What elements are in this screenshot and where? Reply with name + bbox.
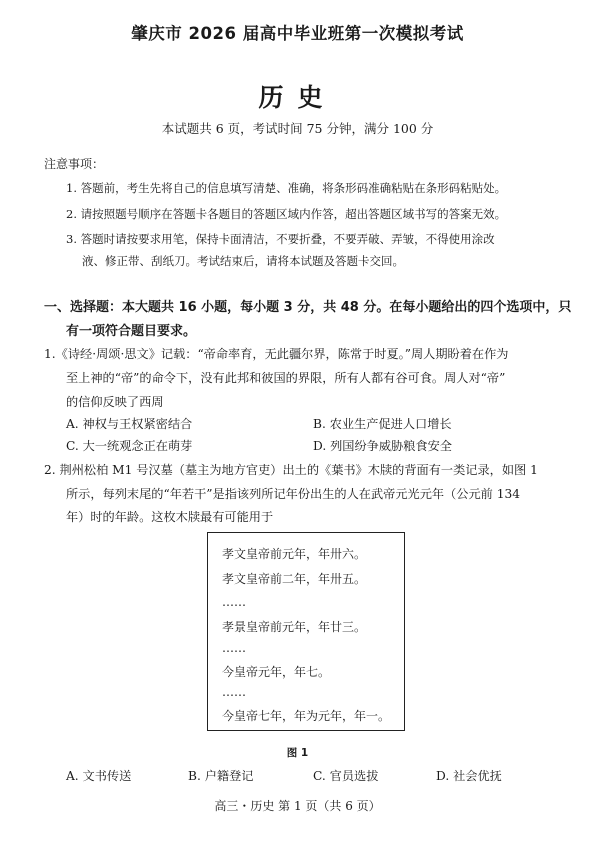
question-1-text: 1.《诗经·周颂·思文》记载：“帝命率育，无此疆尔界，陈常于时夏。”周人期盼着在作为 bbox=[44, 347, 509, 361]
question-1-text: 的信仰反映了西周 bbox=[66, 395, 164, 409]
q2-option-b[interactable]: B. 户籍登记 bbox=[188, 769, 254, 783]
figure-line: 今皇帝元年，年七。 bbox=[222, 665, 331, 679]
figure-caption: 图 1 bbox=[286, 747, 309, 759]
q1-option-b[interactable]: B. 农业生产促进人口增长 bbox=[313, 417, 452, 431]
q1-option-a[interactable]: A. 神权与王权紧密结合 bbox=[66, 417, 193, 431]
figure-line: 今皇帝七年，年为元年，年一。 bbox=[222, 709, 391, 723]
exam-title: 肇庆市 2026 届高中毕业班第一次模拟考试 bbox=[131, 24, 464, 43]
figure-line: 孝文皇帝前二年，年卅五。 bbox=[222, 572, 367, 586]
q2-option-c[interactable]: C. 官员选拔 bbox=[313, 769, 379, 783]
q1-option-d[interactable]: D. 列国纷争威胁粮食安全 bbox=[313, 439, 452, 453]
q2-option-d[interactable]: D. 社会优抚 bbox=[436, 769, 502, 783]
question-2-text: 年）时的年龄。这枚木牍最有可能用于 bbox=[66, 510, 274, 524]
figure-line: …… bbox=[222, 595, 246, 609]
question-1-text: 至上神的“帝”的命令下，没有此邦和彼国的界限，所有人都有谷可食。周人对“帝” bbox=[66, 371, 506, 385]
notice-item: 液、修正带、刮纸刀。考试结束后，请将本试题及答题卡交回。 bbox=[82, 254, 404, 268]
q2-option-a[interactable]: A. 文书传送 bbox=[66, 769, 132, 783]
figure-line: 孝景皇帝前元年，年廿三。 bbox=[222, 620, 367, 634]
figure-1-box bbox=[207, 532, 405, 731]
subject-title: 历史 bbox=[258, 83, 337, 112]
notice-item: 2. 请按照题号顺序在答题卡各题目的答题区域内作答，超出答题区域书写的答案无效。 bbox=[66, 207, 507, 221]
q1-option-c[interactable]: C. 大一统观念正在萌芽 bbox=[66, 439, 193, 453]
page-footer: 高三・历史 第 1 页（共 6 页） bbox=[214, 799, 381, 813]
figure-line: 孝文皇帝前元年，年卅六。 bbox=[222, 547, 367, 561]
exam-info: 本试题共 6 页，考试时间 75 分钟，满分 100 分 bbox=[161, 121, 434, 136]
question-2-text: 所示，每列末尾的“年若干”是指该列所记年份出生的人在武帝元光元年（公元前 134 bbox=[66, 487, 520, 501]
notice-heading: 注意事项： bbox=[44, 157, 105, 171]
section-heading: 一、选择题：本大题共 16 小题，每小题 3 分，共 48 分。在每小题给出的四个选项中，只 bbox=[44, 300, 572, 315]
question-2-text: 2. 荆州松柏 M1 号汉墓（墓主为地方官吏）出土的《葉书》木牍的背面有一类记录，如图 1 bbox=[44, 463, 538, 477]
notice-item: 3. 答题时请按要求用笔，保持卡面清洁，不要折叠，不要弄破、弄皱，不得使用涂改 bbox=[66, 232, 495, 246]
figure-line: …… bbox=[222, 685, 246, 699]
notice-item: 1. 答题前，考生先将自己的信息填写清楚、准确，将条形码准确粘贴在条形码粘贴处。 bbox=[66, 181, 507, 195]
section-heading-cont: 有一项符合题目要求。 bbox=[66, 324, 197, 339]
figure-line: …… bbox=[222, 641, 246, 655]
